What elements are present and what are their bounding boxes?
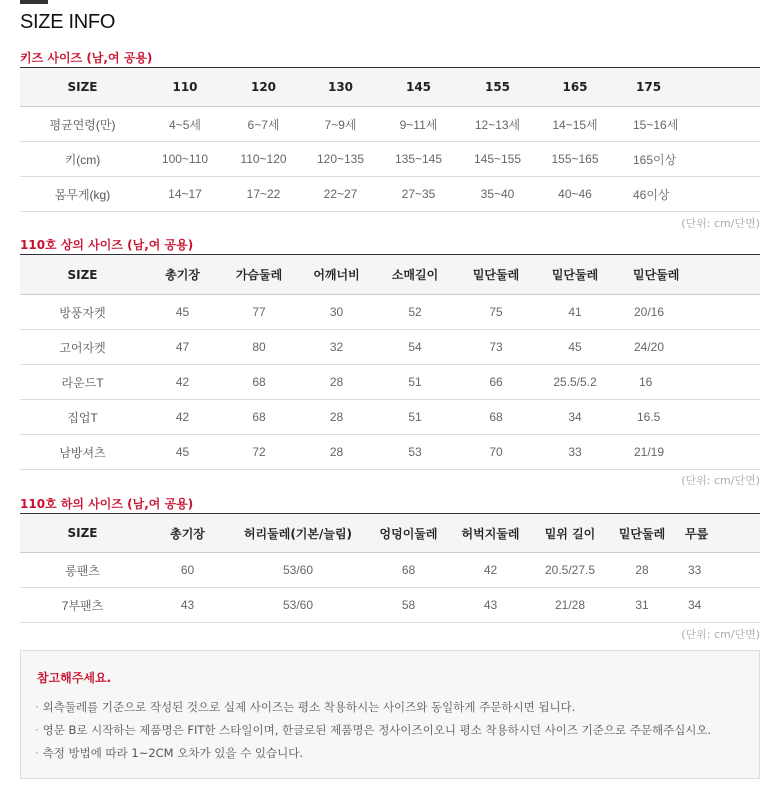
table-cell: 24/20 bbox=[613, 330, 760, 365]
table-cell: 35~40 bbox=[458, 177, 537, 212]
table-cell: 68 bbox=[220, 400, 298, 435]
header-cell: 무릎 bbox=[674, 514, 760, 553]
table-cell: 53 bbox=[375, 435, 455, 470]
table-cell: 52 bbox=[375, 295, 455, 330]
notice-box bbox=[20, 650, 760, 779]
table-cell: 53/60 bbox=[230, 553, 366, 588]
row-label: 7부팬츠 bbox=[20, 588, 145, 623]
header-cell: 110 bbox=[145, 68, 225, 107]
table-cell: 17~22 bbox=[225, 177, 302, 212]
table-row bbox=[20, 365, 760, 400]
header-cell: SIZE bbox=[20, 514, 145, 553]
row-label: 방풍자켓 bbox=[20, 295, 145, 330]
table-row bbox=[20, 142, 760, 177]
table-cell: 42 bbox=[145, 400, 220, 435]
row-label: 라운드T bbox=[20, 365, 145, 400]
table-cell: 22~27 bbox=[302, 177, 379, 212]
table-cell: 28 bbox=[610, 553, 674, 588]
table-cell: 66 bbox=[455, 365, 537, 400]
table-cell: 80 bbox=[220, 330, 298, 365]
table-cell: 31 bbox=[610, 588, 674, 623]
table-cell: 155~165 bbox=[537, 142, 613, 177]
table-row bbox=[20, 400, 760, 435]
table-cell: 28 bbox=[298, 435, 375, 470]
table-cell: 6~7세 bbox=[225, 107, 302, 142]
table-cell: 75 bbox=[455, 295, 537, 330]
table-cell: 72 bbox=[220, 435, 298, 470]
table-cell: 15~16세 bbox=[613, 107, 760, 142]
table-row bbox=[20, 107, 760, 142]
table-cell: 9~11세 bbox=[379, 107, 458, 142]
table-cell: 16.5 bbox=[613, 400, 760, 435]
table-cell: 54 bbox=[375, 330, 455, 365]
notice-title: 참고해주세요. bbox=[37, 671, 112, 685]
table-cell: 145~155 bbox=[458, 142, 537, 177]
header-cell: 밑단둘레 bbox=[613, 255, 760, 295]
table-cell: 14~15세 bbox=[537, 107, 613, 142]
table-cell: 46이상 bbox=[613, 177, 760, 212]
table-cell: 68 bbox=[455, 400, 537, 435]
table-cell: 14~17 bbox=[145, 177, 225, 212]
table-row bbox=[20, 588, 760, 623]
table-cell: 30 bbox=[298, 295, 375, 330]
table-cell: 43 bbox=[145, 588, 230, 623]
table-cell: 33 bbox=[674, 553, 760, 588]
table-cell: 42 bbox=[451, 553, 530, 588]
table-cell: 135~145 bbox=[379, 142, 458, 177]
table-cell: 42 bbox=[145, 365, 220, 400]
title-accent-bar bbox=[20, 0, 48, 4]
table-cell: 60 bbox=[145, 553, 230, 588]
table-cell: 45 bbox=[537, 330, 613, 365]
table-cell: 58 bbox=[366, 588, 451, 623]
table-cell: 53/60 bbox=[230, 588, 366, 623]
header-cell: 허벅지둘레 bbox=[451, 514, 530, 553]
bottom-size-title: 110호 하의 사이즈 (남,여 공용) bbox=[20, 497, 194, 511]
row-label: 몸무게(kg) bbox=[20, 177, 145, 212]
table-cell: 33 bbox=[537, 435, 613, 470]
table-cell: 77 bbox=[220, 295, 298, 330]
table-cell: 73 bbox=[455, 330, 537, 365]
table-cell: 16 bbox=[613, 365, 760, 400]
row-label: 롱팬츠 bbox=[20, 553, 145, 588]
notice-text: 외측둘레를 기준으로 작성된 것으로 실제 사이즈는 평소 착용하시는 사이즈와 동일하게 주문하시면 됩니다. bbox=[42, 700, 576, 714]
top-size-header-row bbox=[20, 255, 760, 295]
kids-size-title: 키즈 사이즈 (남,여 공용) bbox=[20, 51, 153, 65]
table-cell: 68 bbox=[366, 553, 451, 588]
page-title: SIZE INFO bbox=[20, 11, 116, 33]
table-cell: 45 bbox=[145, 295, 220, 330]
kids-size-header-row bbox=[20, 68, 760, 107]
table-cell: 70 bbox=[455, 435, 537, 470]
header-cell: 밑단둘레 bbox=[537, 255, 613, 295]
header-cell: 소매길이 bbox=[375, 255, 455, 295]
table-cell: 41 bbox=[537, 295, 613, 330]
header-cell: 가슴둘레 bbox=[220, 255, 298, 295]
header-cell: 밑위 길이 bbox=[530, 514, 610, 553]
kids-size-table bbox=[20, 67, 760, 212]
table-cell: 165이상 bbox=[613, 142, 760, 177]
header-cell: 총기장 bbox=[145, 255, 220, 295]
table-cell: 21/28 bbox=[530, 588, 610, 623]
table-cell: 45 bbox=[145, 435, 220, 470]
table-cell: 27~35 bbox=[379, 177, 458, 212]
table-cell: 40~46 bbox=[537, 177, 613, 212]
table-cell: 100~110 bbox=[145, 142, 225, 177]
table-cell: 51 bbox=[375, 365, 455, 400]
table-row bbox=[20, 295, 760, 330]
header-cell: 145 bbox=[379, 68, 458, 107]
header-cell: 허리둘레(기본/늘림) bbox=[230, 514, 366, 553]
table-cell: 47 bbox=[145, 330, 220, 365]
table-cell: 32 bbox=[298, 330, 375, 365]
header-cell: 155 bbox=[458, 68, 537, 107]
header-cell: 밑단둘레 bbox=[455, 255, 537, 295]
table-cell: 34 bbox=[537, 400, 613, 435]
table-cell: 28 bbox=[298, 365, 375, 400]
header-cell: 130 bbox=[302, 68, 379, 107]
table-cell: 34 bbox=[674, 588, 760, 623]
header-cell: 총기장 bbox=[145, 514, 230, 553]
table-row bbox=[20, 330, 760, 365]
bullet-icon: · bbox=[35, 746, 39, 760]
row-label: 고어자켓 bbox=[20, 330, 145, 365]
table-cell: 51 bbox=[375, 400, 455, 435]
row-label: 집업T bbox=[20, 400, 145, 435]
table-cell: 68 bbox=[220, 365, 298, 400]
row-label: 남방셔츠 bbox=[20, 435, 145, 470]
header-cell: 120 bbox=[225, 68, 302, 107]
list-item bbox=[35, 698, 711, 721]
notice-text: 측정 방법에 따라 1~2CM 오차가 있을 수 있습니다. bbox=[42, 746, 303, 760]
table-cell: 21/19 bbox=[613, 435, 760, 470]
table-row bbox=[20, 177, 760, 212]
table-cell: 43 bbox=[451, 588, 530, 623]
list-item bbox=[35, 721, 711, 744]
unit-note: (단위: cm/단면) bbox=[681, 217, 760, 230]
header-cell: SIZE bbox=[20, 255, 145, 295]
table-row bbox=[20, 553, 760, 588]
bottom-size-table bbox=[20, 513, 760, 623]
unit-note: (단위: cm/단면) bbox=[681, 474, 760, 487]
table-cell: 12~13세 bbox=[458, 107, 537, 142]
table-cell: 20/16 bbox=[613, 295, 760, 330]
header-cell: 165 bbox=[537, 68, 613, 107]
header-cell: 어깨너비 bbox=[298, 255, 375, 295]
header-cell: SIZE bbox=[20, 68, 145, 107]
bullet-icon: · bbox=[35, 700, 39, 714]
notice-text: 영문 B로 시작하는 제품명은 FIT한 스타일이며, 한글로된 제품명은 정사이즈이오니 평소 착용하시던 사이즈 기준으로 주문해주십시오. bbox=[42, 723, 712, 737]
table-cell: 20.5/27.5 bbox=[530, 553, 610, 588]
table-cell: 4~5세 bbox=[145, 107, 225, 142]
table-cell: 28 bbox=[298, 400, 375, 435]
table-row bbox=[20, 435, 760, 470]
table-cell: 110~120 bbox=[225, 142, 302, 177]
header-cell: 175 bbox=[613, 68, 760, 107]
top-size-title: 110호 상의 사이즈 (남,여 공용) bbox=[20, 238, 194, 252]
list-item bbox=[35, 744, 711, 767]
top-size-table bbox=[20, 254, 760, 470]
bottom-size-header-row bbox=[20, 514, 760, 553]
table-cell: 7~9세 bbox=[302, 107, 379, 142]
table-cell: 120~135 bbox=[302, 142, 379, 177]
bullet-icon: · bbox=[35, 723, 39, 737]
unit-note: (단위: cm/단면) bbox=[681, 628, 760, 641]
row-label: 키(cm) bbox=[20, 142, 145, 177]
notice-list bbox=[35, 698, 711, 767]
table-cell: 25.5/5.2 bbox=[537, 365, 613, 400]
header-cell: 엉덩이둘레 bbox=[366, 514, 451, 553]
header-cell: 밑단둘레 bbox=[610, 514, 674, 553]
row-label: 평균연령(만) bbox=[20, 107, 145, 142]
